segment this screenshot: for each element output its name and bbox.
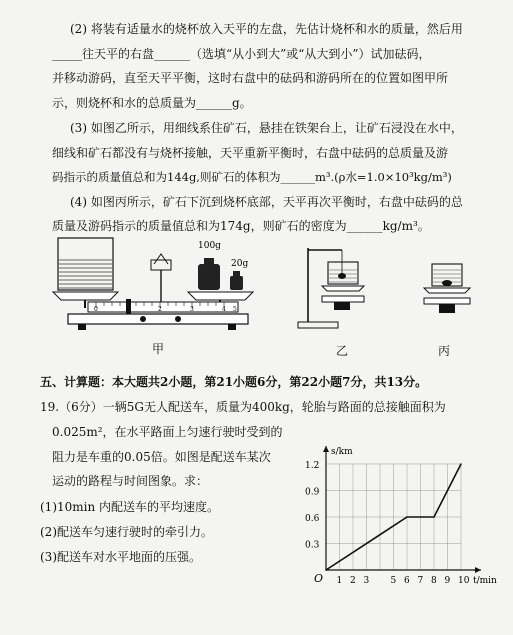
x-tick-label: 3 <box>363 576 370 586</box>
figure-bing-label: 丙 <box>438 344 451 358</box>
series-point <box>406 516 408 518</box>
paragraph-q2-line1: (2) 将装有适量水的烧杯放入天平的左盘，先估计烧杯和水的质量，然后用 <box>70 22 463 36</box>
scale-tick-0: 0 <box>94 306 98 313</box>
figure-bing-beaker <box>414 258 480 328</box>
problem19-question3: (3)配送车对水平地面的压强。 <box>40 550 201 564</box>
figure-jia-label: 甲 <box>152 342 165 356</box>
x-tick-label: 10 <box>458 576 470 586</box>
paragraph-q3-line3: 码指示的质量值总和为144g,则矿石的体积为______m³.(ρ水=1.0×10³kg/m³) <box>52 170 452 184</box>
problem19-line3: 阻力是车重的0.05倍。如图是配送车某次 <box>52 450 271 464</box>
scale-tick-4: 4 <box>222 306 226 313</box>
paragraph-q2-line3: 并移动游码，直至天平平衡，这时右盘中的砝码和游码所在的位置如图甲所 <box>52 71 449 85</box>
figure-yi-stand <box>296 240 376 335</box>
x-tick-label: 8 <box>431 576 437 586</box>
figure-yi-label: 乙 <box>336 344 349 358</box>
y-tick-label: 0.9 <box>305 487 320 498</box>
scale-tick-3: 3 <box>190 306 194 313</box>
figure-jia-balance <box>48 236 263 336</box>
origin-label: O <box>314 572 324 585</box>
scale-tick-1: 1 <box>126 306 130 313</box>
y-axis-label: s/km <box>331 447 353 457</box>
section-heading: 五、计算题：本大题共2小题，第21小题6分，第22小题7分，共13分。 <box>40 375 428 389</box>
paragraph-q3-line1: (3) 如图乙所示，用细线系住矿石，悬挂在铁架台上，让矿石浸没在水中， <box>70 121 463 135</box>
y-tick-label: 1.2 <box>305 461 320 471</box>
x-tick-label: 9 <box>444 576 451 586</box>
series-point <box>460 463 462 465</box>
y-axis-arrow <box>323 446 329 452</box>
problem19-question2: (2)配送车匀速行驶时的牵引力。 <box>40 525 213 539</box>
x-tick-label: 1 <box>336 576 343 586</box>
paragraph-q3-line2: 细线和矿石都没有与烧杯接触，天平重新平衡时，右盘中砝码的总质量及游 <box>52 146 449 160</box>
paragraph-q4-line1: (4) 如图丙所示，矿石下沉到烧杯底部，天平再次平衡时，右盘中砝码的总 <box>70 195 463 209</box>
weight-20g-label: 20g <box>231 259 249 269</box>
series-point <box>325 569 327 571</box>
problem19-line1: 19.（6分）一辆5G无人配送车，质量为400kg，轮胎与路面的总接触面积为 <box>40 400 446 414</box>
series-point <box>433 516 435 518</box>
paragraph-q2-line2: _____往天平的右盘______（选填“从小到大”或“从大到小”）试加砝码， <box>52 47 431 61</box>
scale-tick-2: 2 <box>158 306 162 313</box>
x-axis-label: t/min <box>473 576 497 586</box>
scale-tick-5: 5 <box>233 306 237 313</box>
problem19-question1: (1)10min 内配送车的平均速度。 <box>40 500 220 514</box>
problem19-line2: 0.025m²，在水平路面上匀速行驶时受到的 <box>52 425 283 439</box>
weight-100g-label: 100g <box>198 241 221 251</box>
x-tick-label: 2 <box>350 576 356 586</box>
y-tick-label: 0.6 <box>305 514 320 524</box>
x-tick-label: 5 <box>390 576 397 586</box>
x-axis-arrow <box>475 567 481 573</box>
paragraph-q4-line2: 质量及游码指示的质量值总和为174g，则矿石的密度为______kg/m³。 <box>52 219 430 233</box>
distance-time-chart <box>300 432 500 587</box>
problem19-line4: 运动的路程与时间图象。求： <box>52 474 209 488</box>
y-tick-label: 0.3 <box>305 540 320 551</box>
x-tick-label: 6 <box>404 576 410 586</box>
paragraph-q2-line4: 示，则烧杯和水的总质量为______g。 <box>52 96 252 110</box>
x-tick-label: 7 <box>417 576 424 586</box>
